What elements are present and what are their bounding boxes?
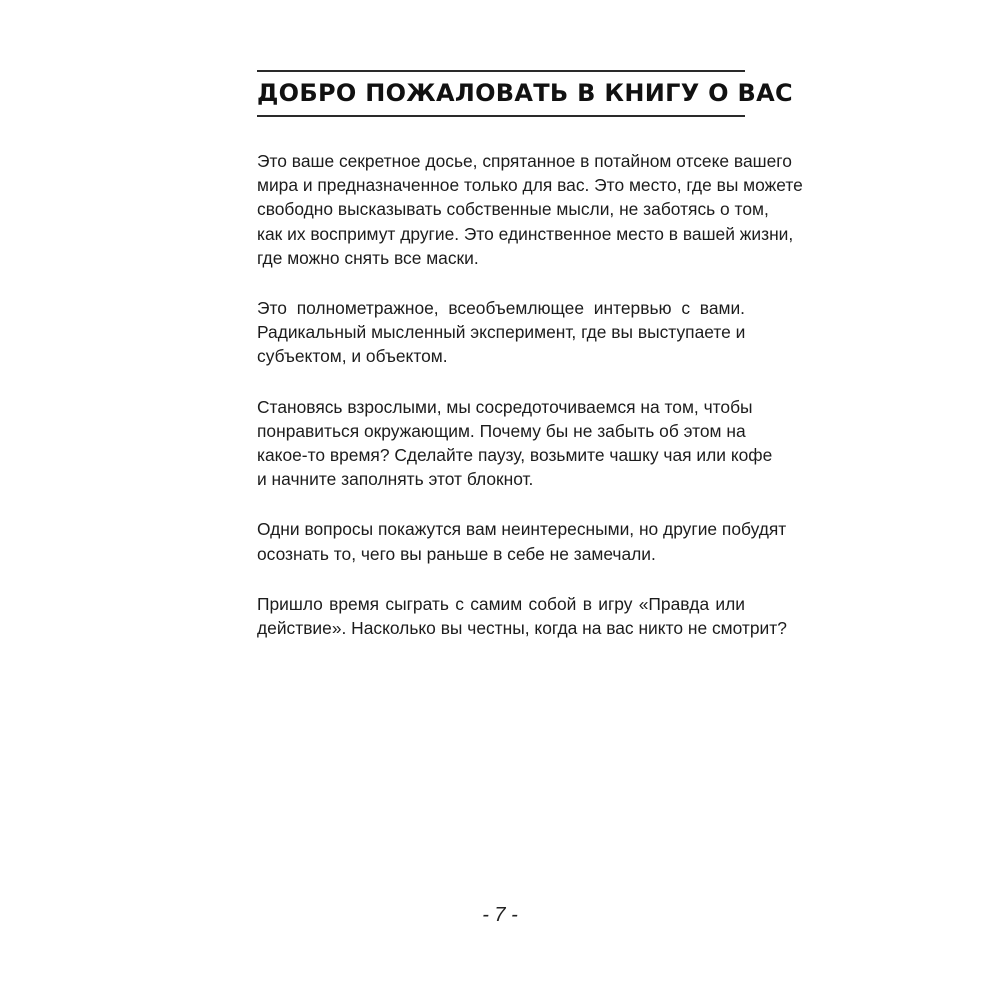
paragraph-1 <box>257 149 803 270</box>
text-line: Это ваше секретное досье, спрятанное в потайном отсеке вашего <box>257 151 792 171</box>
paragraph-2 <box>257 296 745 369</box>
text-line: действие». Насколько вы честны, когда на вас никто не смотрит? <box>257 618 787 639</box>
paragraph-5 <box>257 592 787 640</box>
text-line: как их воспримут другие. Это единственное место в вашей жизни, <box>257 223 794 244</box>
text-line: какое-то время? Сделайте паузу, возьмите чашку чая или кофе <box>257 445 773 466</box>
page-number: - 7 - <box>482 904 518 926</box>
text-line: мира и предназначенное только для вас. Это место, где вы можете <box>257 175 803 196</box>
text-line: понравиться окружающим. Почему бы не забыть об этом на <box>257 420 746 441</box>
text-line: осознать то, чего вы раньше в себе не замечали. <box>257 543 656 564</box>
paragraph-3 <box>257 395 773 492</box>
text-line: Пришло время сыграть с самим собой в игру «Правда или <box>257 593 745 614</box>
body-text <box>257 149 803 666</box>
text-line: свободно высказывать собственные мысли, не заботясь о том, <box>257 199 769 220</box>
text-line: Одни вопросы покажутся вам неинтересными, но другие побудят <box>257 519 787 540</box>
text-line: где можно снять все маски. <box>257 247 479 268</box>
text-line: субъектом, и объектом. <box>257 346 448 367</box>
text-line: Радикальный мысленный эксперимент, где вы выступаете и <box>257 322 746 343</box>
text-line: Это полнометражное, всеобъемлющее интервью с вами. <box>257 298 745 319</box>
title-bottom-rule <box>257 115 745 117</box>
title-top-rule <box>257 70 745 72</box>
page-title: ДОБРО ПОЖАЛОВАТЬ В КНИГУ О ВАС <box>257 79 793 107</box>
text-line: Становясь взрослыми, мы сосредоточиваемся на том, чтобы <box>257 396 753 417</box>
text-line: и начните заполнять этот блокнот. <box>257 469 534 490</box>
paragraph-4 <box>257 517 787 565</box>
